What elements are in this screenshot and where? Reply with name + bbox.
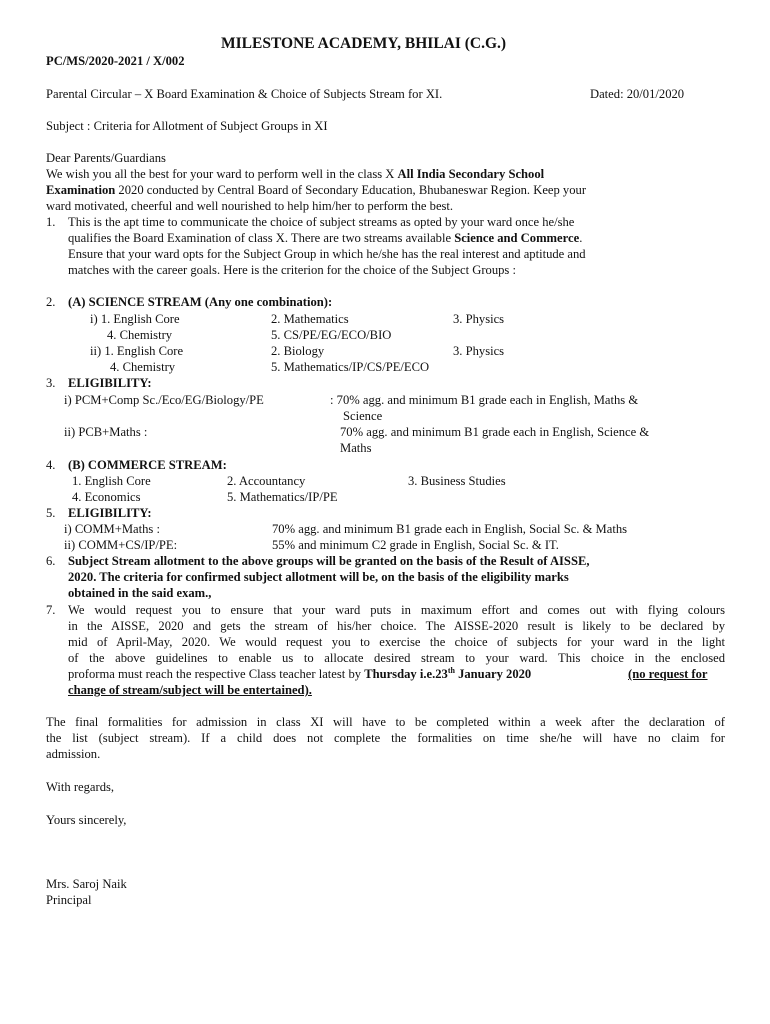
item-1-line-3: Ensure that your ward opts for the Subject Group in which he/she has the real interest and aptitude and <box>68 247 586 261</box>
page-title: MILESTONE ACADEMY, BHILAI (C.G.) <box>221 35 507 52</box>
eligibility-pcm-criteria-cont: Science <box>343 409 383 423</box>
item-6-number: 6. <box>46 554 56 568</box>
eligibility-comm-cs-criteria: 55% and minimum C2 grade in English, Social Sc. & IT. <box>272 538 559 552</box>
science-combo-2-subject-4: 4. Chemistry <box>110 360 176 374</box>
closing-line-2: the list (subject stream). If a child does not complete the formalities on time she/he will have no claim for <box>46 731 725 745</box>
item-1-line-4: matches with the career goals. Here is the criterion for the choice of the Subject Groups : <box>68 263 516 277</box>
commerce-subject-4: 4. Economics <box>72 490 141 504</box>
item-4-number: 4. <box>46 458 56 472</box>
commerce-subject-1: 1. English Core <box>72 474 151 488</box>
eligibility-comm-maths-criteria: 70% agg. and minimum B1 grade each in English, Social Sc. & Maths <box>272 522 628 536</box>
science-combo-1-subject-1: i) 1. English Core <box>90 312 180 326</box>
item-5-number: 5. <box>46 506 56 520</box>
commerce-subject-2: 2. Accountancy <box>227 474 306 488</box>
intro-line-2: Examination 2020 conducted by Central Board of Secondary Education, Bhubaneswar Region. Keep your <box>46 183 587 197</box>
science-stream-heading: (A) SCIENCE STREAM (Any one combination): <box>68 295 333 309</box>
commerce-stream-heading: (B) COMMERCE STREAM: <box>68 458 227 472</box>
eligibility-pcb-criteria: 70% agg. and minimum B1 grade each in English, Science & <box>340 425 650 439</box>
item-6-line-1: Subject Stream allotment to the above groups will be granted on the basis of the Result of AISSE, <box>68 554 590 568</box>
item-7-line-4: of the above guidelines to enable us to allocate desired stream to your ward. This choice in the enclosed <box>68 651 725 665</box>
commerce-subject-3: 3. Business Studies <box>408 474 506 488</box>
signatory-designation: Principal <box>46 893 92 907</box>
intro-line-3: ward motivated, cheerful and well nourished to help him/her to perform the best. <box>46 199 454 213</box>
science-combo-1-subject-4: 4. Chemistry <box>107 328 173 342</box>
closing-line-3: admission. <box>46 747 101 761</box>
item-1-line-1: This is the apt time to communicate the choice of subject streams as opted by your ward once he/she <box>68 215 575 229</box>
subject-line: Subject : Criteria for Allotment of Subject Groups in XI <box>46 119 328 133</box>
intro-line-1: We wish you all the best for your ward to perform well in the class X All India Secondary School <box>46 167 545 181</box>
eligibility-comm-maths-label: i) COMM+Maths : <box>64 522 160 536</box>
item-7-number: 7. <box>46 603 56 617</box>
reference-number: PC/MS/2020-2021 / X/002 <box>46 54 185 68</box>
closing-line-1: The final formalities for admission in class XI will have to be completed within a week after the declaration of <box>46 715 725 729</box>
eligibility-pcm-label: i) PCM+Comp Sc./Eco/EG/Biology/PE <box>64 393 264 407</box>
yours-sincerely: Yours sincerely, <box>46 813 127 827</box>
science-eligibility-heading: ELIGIBILITY: <box>68 376 152 390</box>
circular-title: Parental Circular – X Board Examination & Choice of Subjects Stream for XI. <box>46 87 443 101</box>
item-7-line-2: in the AISSE, 2020 and gets the stream of his/her choice. The AISSE-2020 result is likely to be declared by <box>68 619 725 633</box>
science-combo-1-subject-5: 5. CS/PE/EG/ECO/BIO <box>271 328 392 342</box>
signatory-name: Mrs. Saroj Naik <box>46 877 127 891</box>
salutation: Dear Parents/Guardians <box>46 151 166 165</box>
commerce-subject-5: 5. Mathematics/IP/PE <box>227 490 338 504</box>
item-7-line-5-note: (no request for <box>628 667 708 681</box>
commerce-eligibility-heading: ELIGIBILITY: <box>68 506 152 520</box>
science-combo-2-subject-2: 2. Biology <box>271 344 325 358</box>
circular-date: Dated: 20/01/2020 <box>590 87 685 101</box>
item-1-line-2: qualifies the Board Examination of class X. There are two streams available Science and Commerce. <box>68 231 583 245</box>
science-combo-1-subject-3: 3. Physics <box>453 312 505 326</box>
item-7-line-1: We would request you to ensure that your ward puts in maximum effort and comes out with flying colours <box>68 603 725 617</box>
science-combo-2-subject-1: ii) 1. English Core <box>90 344 184 358</box>
science-combo-2-subject-5: 5. Mathematics/IP/CS/PE/ECO <box>271 360 430 374</box>
regards: With regards, <box>46 780 115 794</box>
item-2-number: 2. <box>46 295 56 309</box>
item-7-line-3: mid of April-May, 2020. We would request you to exercise the choice of subjects for your ward in the light <box>68 635 725 649</box>
item-6-line-2: 2020. The criteria for confirmed subject allotment will be, on the basis of the eligibility marks <box>68 570 569 584</box>
item-6-line-3: obtained in the said exam., <box>68 586 212 600</box>
item-3-number: 3. <box>46 376 56 390</box>
science-combo-2-subject-3: 3. Physics <box>453 344 505 358</box>
eligibility-pcb-criteria-cont: Maths <box>340 441 372 455</box>
item-7-line-6: change of stream/subject will be entertained). <box>68 683 312 697</box>
item-7-line-5: proforma must reach the respective Class teacher latest by Thursday i.e.23th January 2020 <box>68 665 532 681</box>
eligibility-pcb-label: ii) PCB+Maths : <box>64 425 148 439</box>
science-combo-1-subject-2: 2. Mathematics <box>271 312 349 326</box>
eligibility-comm-cs-label: ii) COMM+CS/IP/PE: <box>64 538 178 552</box>
item-1-number: 1. <box>46 215 56 229</box>
eligibility-pcm-criteria: : 70% agg. and minimum B1 grade each in English, Maths & <box>330 393 639 407</box>
